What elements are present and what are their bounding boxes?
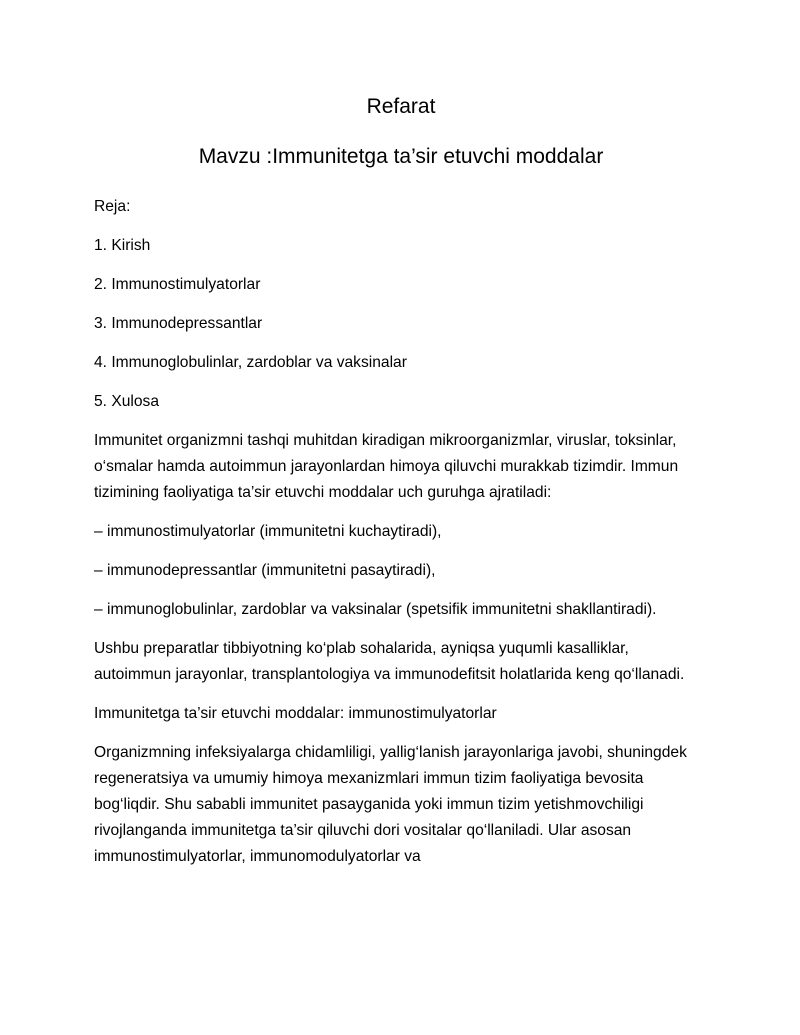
section-paragraph: Organizmning infeksiyalarga chidamliligi, yallig‘lanish jarayonlariga javobi, shuningdek regeneratsiya va umumiy himoya mexanizmlari immun tizim faoliyatiga bevosita bog‘liqdir. Shu sababli immunitet pasayganida yoki immun tizim yetishmovchiligi rivojlanganda immunitetga ta’sir qiluvchi dori vositalar qo‘llaniladi. Ular asosan immunostimulyatorlar, immunomodulyatorlar va (94, 744, 687, 865)
plan-item-5: 5. Xulosa (94, 393, 160, 410)
usage-paragraph: Ushbu preparatlar tibbiyotning ko‘plab sohalarida, ayniqsa yuqumli kasalliklar, autoimmun jarayonlar, transplantologiya va immunodefitsit holatlarida keng qo‘llanadi. (94, 640, 685, 683)
group-item-1: – immunostimulyatorlar (immunitetni kuchaytiradi), (94, 523, 442, 540)
group-item-3: – immunoglobulinlar, zardoblar va vaksinalar (spetsifik immunitetni shakllantiradi). (94, 601, 657, 618)
plan-item-1: 1. Kirish (94, 237, 151, 254)
plan-item-2: 2. Immunostimulyatorlar (94, 276, 261, 293)
intro-paragraph: Immunitet organizmni tashqi muhitdan kiradigan mikroorganizmlar, viruslar, toksinlar, o‘smalar hamda autoimmun jarayonlardan himoya qiluvchi murakkab tizimdir. Immun tizimining faoliyatiga ta’sir etuvchi moddalar uch guruhga ajratiladi: (94, 432, 679, 501)
document-title: Refarat (366, 95, 436, 118)
document-subtitle: Mavzu :Immunitetga ta’sir etuvchi moddalar (198, 145, 604, 168)
plan-item-4: 4. Immunoglobulinlar, zardoblar va vaksinalar (94, 354, 407, 371)
plan-heading: Reja: (94, 198, 131, 215)
document-page (94, 92, 708, 870)
group-item-2: – immunodepressantlar (immunitetni pasaytiradi), (94, 562, 436, 579)
plan-item-3: 3. Immunodepressantlar (94, 315, 263, 332)
section-heading: Immunitetga ta’sir etuvchi moddalar: immunostimulyatorlar (94, 705, 497, 722)
